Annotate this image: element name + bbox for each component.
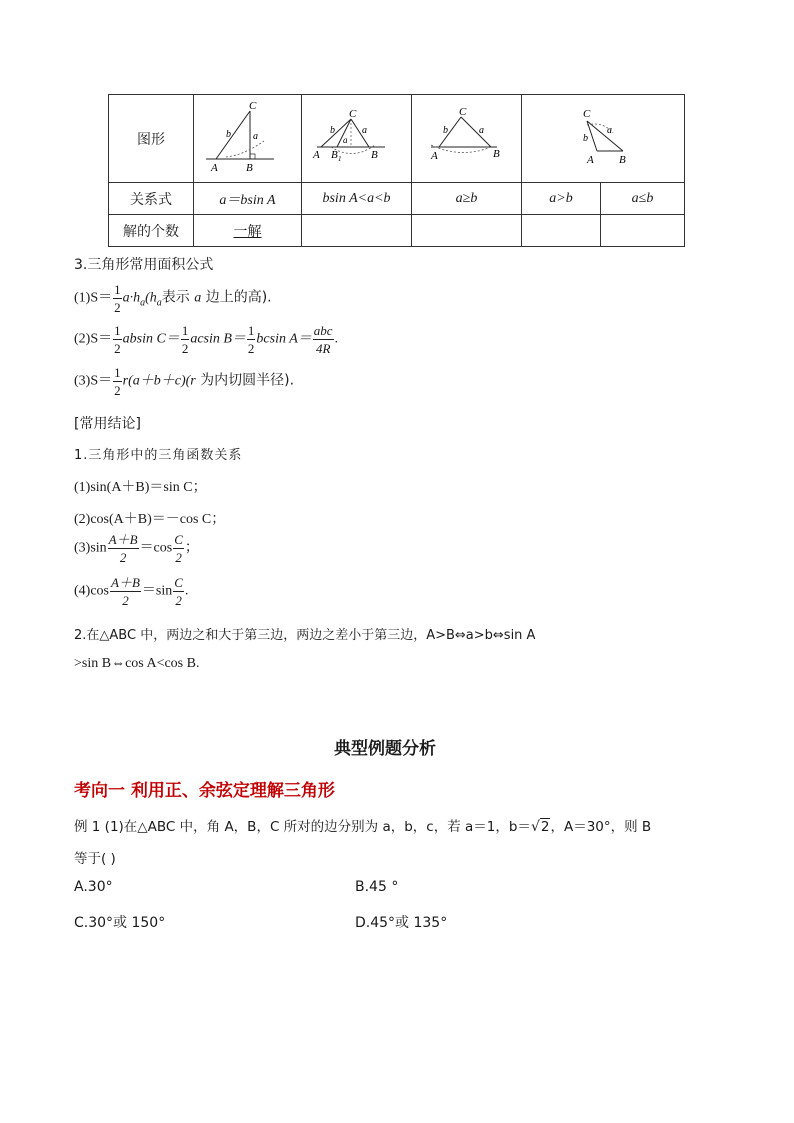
fig4-label-B: B [619,154,626,166]
relation-cell-3: a≥b [412,183,522,215]
fig1-label-b: b [225,129,231,140]
conclusion-c2: (2)cos(A＋B)＝－cos C； [74,512,226,527]
figure-cell-3 [412,95,522,183]
f2-fraction-3: $\frac{1}{2}$ [247,323,255,356]
conclusions-heading: [常用结论] [74,416,141,432]
fig2-label-a-inner: a [342,135,347,145]
c4-fraction-1: $\frac{A+B}{2}$ [111,575,140,608]
triangle-figure-two-solutions [307,95,407,177]
fig3-label-b: b [442,125,448,136]
fig3-label-a: a [478,125,484,136]
sqrt-two: 2 [540,819,550,835]
conclusion-1-title: 1.三角形中的三角函数关系 [74,448,243,463]
solution-cell-2 [302,215,412,247]
row-label-figure: 图形 [109,95,194,183]
triangle-figure-obtuse-a-ge-b [417,95,517,177]
conclusion-c1: (1)sin(A＋B)＝sin C； [74,480,207,495]
example-1-line-2: 等于( ) [74,851,116,867]
fig4-label-a: a [607,125,612,136]
fig4-label-b: b [583,133,588,144]
fig1-label-B: B [245,162,253,174]
f1-prefix: (1)S＝ [74,290,113,306]
fig1-label-a: a [252,131,258,142]
area-formula-2: (2)S＝ $\frac{1}{2}$ absin C＝ $\frac{1}{2}$ acsin B＝ $\frac{1}{2}$ bcsin A＝ $\frac{\text{abc}}{4R}$ . [74,323,339,356]
section-title: 典型例题分析 [334,739,436,759]
option-A[interactable]: A.30° [74,879,113,895]
f2-fraction-1: $\frac{1}{2}$ [114,323,121,356]
fig3-label-B: B [492,148,500,160]
fig4-label-A: A [587,154,594,166]
solution-cell-5 [601,215,685,247]
fig3-label-C: C [458,106,466,118]
fig2-label-B: B [370,149,378,161]
area-formulas-heading: 3.三角形常用面积公式 [74,257,214,273]
fig2-label-C: C [348,108,356,120]
solution-cell-3 [412,215,522,247]
fig1-label-A: A [210,162,218,174]
solution-cell-1: 一解 [194,215,302,247]
f2-fraction-4: $\frac{\text{abc}}{4R}$ [313,323,333,356]
area-formula-3: (3)S＝ $\frac{1}{2}$ r(a＋b＋c)(r 为内切圆半径). [74,365,295,398]
fig1-label-C: C [248,100,256,112]
solution-cell-4 [522,215,601,247]
row-label-solution-count: 解的个数 [109,215,194,247]
figure-cell-2 [302,95,412,183]
f2-fraction-2: $\frac{1}{2}$ [181,323,189,356]
table-row-figures [109,95,685,183]
f1-rest: a·h [122,290,141,306]
fig2-label-A: A [312,149,320,161]
option-C[interactable]: C.30°或 150° [74,915,166,931]
fig2-label-a: a [361,125,367,136]
figure-cell-1 [194,95,302,183]
table-row-solution-count [109,215,685,247]
triangle-figure-obtuse-A [543,95,663,177]
c3-fraction-2: $\frac{C}{2}$ [174,532,183,565]
relation-cell-5: a≤b [601,183,685,215]
table-row-relations [109,183,685,215]
c3-fraction-1: $\frac{A+B}{2}$ [108,532,138,565]
fig2-label-B1-sub: 1 [337,155,341,163]
direction-title: 考向一 利用正、余弦定理解三角形 [74,781,335,801]
conclusion-c3: (3)sin $\frac{A+B}{2}$ ＝cos $\frac{C}{2}$ ； [74,532,199,565]
relation-cell-4: a>b [522,183,601,215]
figure-cell-4 [522,95,685,183]
fig3-label-A: A [430,150,438,162]
relation-cell-2: bsin A<a<b [302,183,412,215]
option-B[interactable]: B.45 ° [355,879,399,895]
fig2-label-b: b [329,125,335,136]
triangle-cases-table [108,94,685,247]
fig4-label-C: C [583,108,591,120]
fig2-label-B1: B [330,149,338,161]
conclusion-2-line-2: >sin B⇔cos A<cos B. [74,656,200,671]
triangle-figure-right [198,95,298,177]
f3-fraction: $\frac{1}{2}$ [114,365,121,398]
relation-cell-1: a＝bsin A [194,183,302,215]
row-label-relation: 关系式 [109,183,194,215]
area-formula-1: (1)S＝ $\frac{1}{2}$ $a\cdot h_a(h_a$表示 a 边上的高). [74,282,272,315]
conclusion-c4: (4)cos $\frac{A+B}{2}$ ＝sin $\frac{C}{2}$ . [74,575,189,608]
option-D[interactable]: D.45°或 135° [355,915,448,931]
f1-fraction: $\frac{1}{2}$ [114,282,121,315]
conclusion-2-line-1: 2.在△ABC 中，两边之和大于第三边，两边之差小于第三边，A>B⇔a>b⇔sin A [74,628,536,643]
c4-fraction-2: $\frac{C}{2}$ [174,575,183,608]
example-1-line-1: 例 1 (1)在△ABC 中，角 A，B，C 所对的边分别为 a，b，c，若 a＝1，b＝√2，A＝30°，则 B [74,819,652,835]
